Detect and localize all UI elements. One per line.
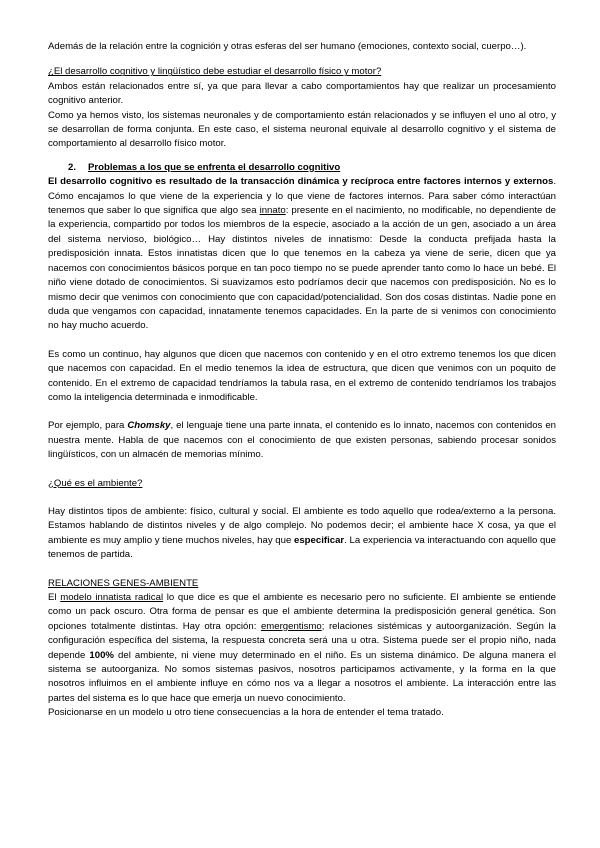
- term-innato: innato: [259, 205, 286, 217]
- transaccion-bold: El desarrollo cognitivo es resultado de la transacción dinámica y recíproca entre factores internos y externos: [48, 176, 554, 188]
- section-2-number: 2.: [68, 161, 77, 173]
- paragraph-final: Posicionarse en un modelo u otro tiene consecuencias a la hora de entender el tema tratado.: [48, 707, 444, 719]
- term-especificar: especificar: [294, 534, 345, 546]
- paragraph-relaciones: El modelo innatista radical lo que dice es que el ambiente es necesario pero no suficiente. El ambiente se entiende como un pack oscuro. Otra forma de pensar es que el ambiente determina la predisposición general genética. Son opciones totalmente distintas. Hay otra opción: emergentismo; relaciones sistémicas y autoorganización. Según la configuración específica del sistema, la respuesta concreta será una u otra. Sistema puede ser el propio niño, nada depende 100% del ambiente, ni viene muy determinado en el niño. Es un sistema dinámico. De alguna manera el sistema se autoorganiza. No somos sistemas pasivos, nosotros participamos activamente, y la forma en la que nosotros influimos en el ambiente influye en cómo nos va a llegar a nosotros el ambiente. La interacción entre las partes del sistema es lo que hace que emerja un nuevo conocimiento.: [48, 592, 557, 704]
- term-modelo-innatista-radical: modelo innatista radical: [60, 592, 164, 603]
- document-page: [48, 40, 556, 721]
- section-2-title: Problemas a los que se enfrenta el desarrollo cognitivo: [88, 161, 341, 173]
- question-desarrollo-fisico: ¿El desarrollo cognitivo y lingüístico debe estudiar el desarrollo físico y motor?: [48, 66, 382, 78]
- paragraph-fisico-2: Como ya hemos visto, los sistemas neuronales y de comportamiento están relacionados y se influyen el uno al otro, y se desarrollan de forma conjunta. En este caso, el sistema neuronal equivale al desarrollo cognitivo y el sistema de comportamiento al desarrollo físico motor.: [48, 109, 556, 150]
- question-ambiente: ¿Qué es el ambiente?: [48, 477, 143, 489]
- paragraph-intro: Además de la relación entre la cognición y otras esferas del ser humano (emociones, contexto social, cuerpo…).: [48, 41, 527, 52]
- paragraph-fisico-1: Ambos están relacionados entre sí, ya que para llevar a cabo comportamientos hay que realizar un procesamiento cognitivo anterior.: [48, 80, 556, 107]
- term-emergentismo: emergentismo: [260, 620, 322, 632]
- heading-relaciones-genes-ambiente: RELACIONES GENES-AMBIENTE: [48, 577, 199, 589]
- section-2-heading: [48, 161, 556, 175]
- paragraph-transaccion: El desarrollo cognitivo es resultado de la transacción dinámica y recíproca entre factores internos y externos. Cómo encajamos lo que viene de la experiencia y lo que viene de factores internos. Para saber cómo interactúan tenemos que saber lo que significa que algo sea innato: presente en el nacimiento, no modificable, no dependiente de la experiencia, compartido por todos los miembros de la especie, asociado a la acción de un gen, asociado a un área del sistema nervioso, biológico… Hay distintos niveles de innatismo: Desde la conducta prefijada hasta la predisposición innata. Estos innatistas dicen que lo que tenemos en la cabeza ya viene de serie, dicen que ya nacemos con conocimientos básicos porque en tan poco tiempo no se puede aprender tanto como lo hace un bebé. El niño viene dotado de conocimientos. Si suavizamos esto podríamos decir que nacemos con predisposición. No es lo mismo decir que venimos con conocimiento que con capacidad/potencialidad. Son dos cosas distintas. Nadie pone en duda que vengamos con capacidad, innatamente tenemos capacidades. En la parte de si venimos con conocimiento no hay mucho acuerdo.: [48, 176, 556, 332]
- name-chomsky: Chomsky: [127, 420, 171, 432]
- paragraph-ambiente: Hay distintos tipos de ambiente: físico, cultural y social. El ambiente es todo aquello que rodea/externo a la persona. Estamos hablando de distintos niveles y de algo complejo. No podemos decir; el ambiente hace X cosa, ya que el ambiente es muy amplio y tiene muchos niveles, hay que especificar. La experiencia va interactuando con aquello que tenemos de partida.: [48, 505, 556, 561]
- paragraph-continuo: Es como un continuo, hay algunos que dicen que nacemos con contenido y en el otro extremo tenemos los que dicen que nacemos con capacidad. En el medio tenemos la idea de estructura, que dicen que venimos con un poquito de contenido. En el extremo de capacidad tendríamos la tabula rasa, en el extremo de contenido tendríamos los trabajos como la inteligencia determinada e inmodificable.: [48, 348, 556, 403]
- paragraph-chomsky: Por ejemplo, para Chomsky, el lenguaje tiene una parte innata, el contenido es lo innato, nacemos con contenidos en nuestra mente. Habla de que nacemos con el conocimiento de que existen personas, sabiendo procesar sonidos lingüísticos, con un almacén de memorias mínimo.: [48, 420, 556, 461]
- term-100-percent: 100%: [89, 649, 114, 661]
